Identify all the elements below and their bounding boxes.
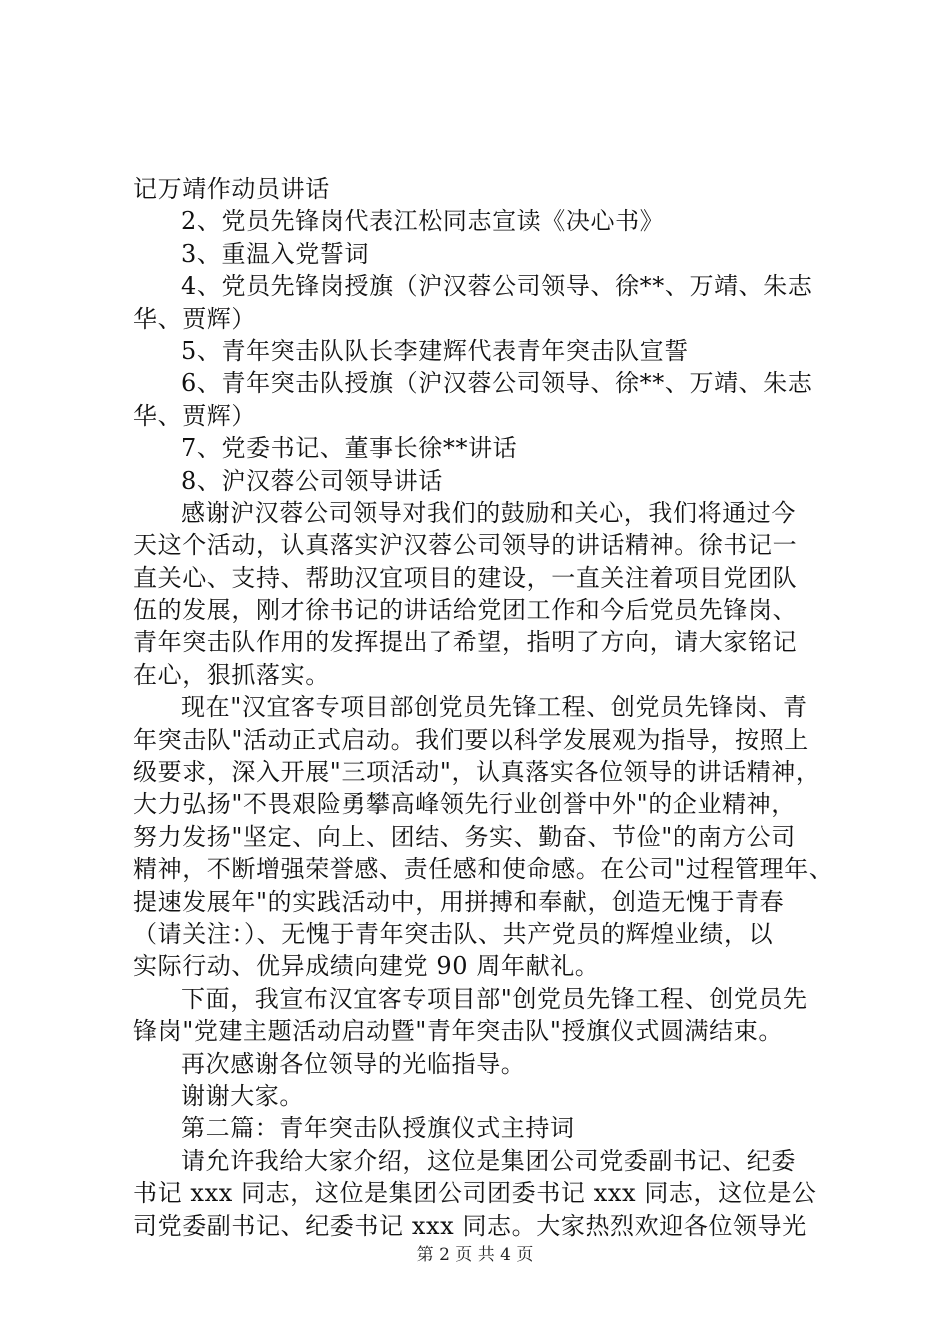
text-line: 精神，不断增强荣誉感、责任感和使命感。在公司"过程管理年、 [133,855,834,884]
text-line: 下面，我宣布汉宜客专项目部"创党员先锋工程、创党员先 [181,984,808,1013]
text-line: 请允许我给大家介绍，这位是集团公司党委副书记、纪委 [181,1146,796,1175]
text-line: 现在"汉宜客专项目部创党员先锋工程、创党员先锋岗、青 [181,693,808,722]
text-line: 青年突击队作用的发挥提出了希望，指明了方向，请大家铭记 [133,628,798,657]
text-line: 6、青年突击队授旗（沪汉蓉公司领导、徐**、万靖、朱志 [181,369,813,398]
text-line: 直关心、支持、帮助汉宜项目的建设，一直关注着项目党团队 [133,563,798,592]
text-line: 5、青年突击队队长李建辉代表青年突击队宣誓 [181,336,689,365]
text-line: 锋岗"党建主题活动启动暨"青年突击队"授旗仪式圆满结束。 [133,1017,783,1046]
page-footer [0,1244,950,1266]
text-line: 努力发扬"坚定、向上、团结、务实、勤奋、节俭"的南方公司 [133,822,796,851]
text-line: 提速发展年"的实践活动中，用拼搏和奉献，创造无愧于青春 [133,887,785,916]
text-line: 第二篇：青年突击队授旗仪式主持词 [181,1114,575,1143]
text-line: 华、贾辉） [133,304,256,333]
text-line: 书记 xxx 同志，这位是集团公司团委书记 xxx 同志，这位是公 [133,1179,817,1208]
text-line: 华、贾辉） [133,401,256,430]
text-line: 司党委副书记、纪委书记 xxx 同志。大家热烈欢迎各位领导光 [133,1211,807,1240]
text-line: 年突击队"活动正式启动。我们要以科学发展观为指导，按照上 [133,725,809,754]
text-line: 3、重温入党誓词 [181,239,370,268]
document-body [133,173,833,1242]
text-line: 伍的发展，刚才徐书记的讲话给党团工作和今后党员先锋岗、 [133,596,798,625]
text-line: 2、党员先锋岗代表江松同志宣读《决心书》 [181,207,665,236]
text-line: 天这个活动，认真落实沪汉蓉公司领导的讲话精神。徐书记一 [133,531,798,560]
text-line: 再次感谢各位领导的光临指导。 [181,1049,526,1078]
text-line: 在心，狠抓落实。 [133,660,330,689]
text-line: 谢谢大家。 [181,1081,304,1110]
text-line: 感谢沪汉蓉公司领导对我们的鼓励和关心，我们将通过今 [181,498,796,527]
text-line: 记万靖作动员讲话 [133,175,330,203]
text-line: 8、沪汉蓉公司领导讲话 [181,466,443,495]
text-line: 级要求，深入开展"三项活动"，认真落实各位领导的讲话精神， [133,758,821,787]
text-line: 大力弘扬"不畏艰险勇攀高峰领先行业创誉中外"的企业精神， [133,790,796,819]
text-line: 4、党员先锋岗授旗（沪汉蓉公司领导、徐**、万靖、朱志 [181,272,813,301]
text-line: 7、党委书记、董事长徐**讲话 [181,434,518,463]
page-number: 第 2 页 共 4 页 [416,1245,534,1265]
text-line: 实际行动、优异成绩向建党 90 周年献礼。 [133,952,600,981]
text-line: （请关注：）、无愧于青年突击队、共产党员的辉煌业绩，以 [133,919,774,948]
